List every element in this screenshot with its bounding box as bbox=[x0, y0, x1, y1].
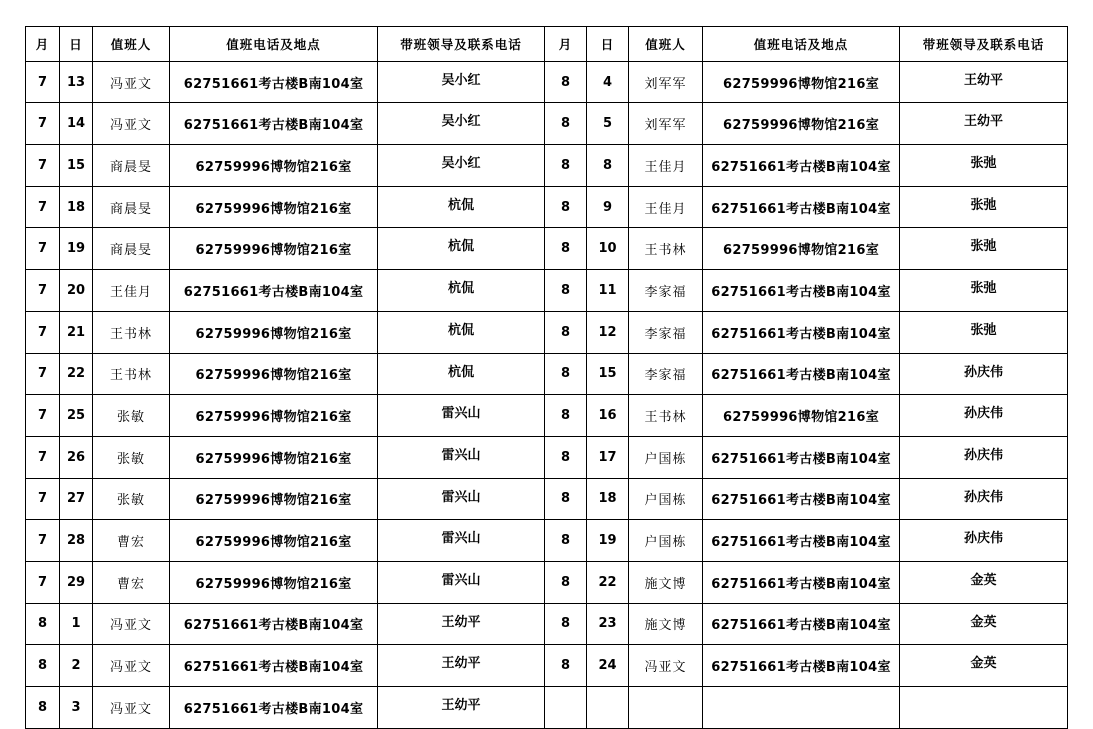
table-row bbox=[26, 228, 1068, 270]
left-phone-location-cell: 62759996博物馆216室 bbox=[170, 395, 378, 437]
right-duty-person-cell: 李家福 bbox=[629, 311, 703, 353]
left-day-cell: 27 bbox=[60, 478, 93, 520]
left-leader-cell: 王幼平 bbox=[378, 687, 545, 729]
left-month-cell: 7 bbox=[26, 311, 60, 353]
right-duty-person-cell: 王佳月 bbox=[629, 145, 703, 187]
right-phone-location-cell: 62751661考古楼B南104室 bbox=[703, 353, 900, 395]
left-phone-location-cell: 62759996博物馆216室 bbox=[170, 478, 378, 520]
left-month-cell: 8 bbox=[26, 645, 60, 687]
right-leader-cell: 王幼平 bbox=[900, 103, 1068, 145]
right-month-cell: 8 bbox=[545, 395, 587, 437]
header-month-right: 月 bbox=[545, 27, 587, 62]
left-leader-cell: 杭侃 bbox=[378, 270, 545, 312]
left-month-cell: 7 bbox=[26, 353, 60, 395]
left-leader-cell: 杭侃 bbox=[378, 228, 545, 270]
left-phone-location-cell: 62751661考古楼B南104室 bbox=[170, 270, 378, 312]
right-day-cell: 12 bbox=[587, 311, 629, 353]
left-duty-person-cell: 曹宏 bbox=[93, 561, 170, 603]
right-month-cell: 8 bbox=[545, 228, 587, 270]
right-leader-cell: 张弛 bbox=[900, 228, 1068, 270]
table-row bbox=[26, 61, 1068, 103]
table-row bbox=[26, 311, 1068, 353]
left-month-cell: 7 bbox=[26, 478, 60, 520]
left-duty-person-cell: 张敏 bbox=[93, 436, 170, 478]
right-duty-person-cell: 李家福 bbox=[629, 353, 703, 395]
right-leader-cell: 王幼平 bbox=[900, 61, 1068, 103]
left-month-cell: 7 bbox=[26, 395, 60, 437]
right-duty-person-cell: 户国栋 bbox=[629, 520, 703, 562]
left-month-cell: 8 bbox=[26, 687, 60, 729]
left-duty-person-cell: 商晨旻 bbox=[93, 145, 170, 187]
left-month-cell: 7 bbox=[26, 61, 60, 103]
left-phone-location-cell: 62759996博物馆216室 bbox=[170, 520, 378, 562]
left-leader-cell: 雷兴山 bbox=[378, 561, 545, 603]
right-day-cell: 4 bbox=[587, 61, 629, 103]
left-day-cell: 28 bbox=[60, 520, 93, 562]
left-duty-person-cell: 张敏 bbox=[93, 478, 170, 520]
table-row bbox=[26, 687, 1068, 729]
table-row bbox=[26, 478, 1068, 520]
right-leader-cell: 张弛 bbox=[900, 186, 1068, 228]
right-day-cell: 17 bbox=[587, 436, 629, 478]
right-phone-location-cell: 62759996博物馆216室 bbox=[703, 395, 900, 437]
left-month-cell: 7 bbox=[26, 103, 60, 145]
left-day-cell: 19 bbox=[60, 228, 93, 270]
right-leader-cell: 孙庆伟 bbox=[900, 353, 1068, 395]
left-month-cell: 7 bbox=[26, 186, 60, 228]
left-day-cell: 3 bbox=[60, 687, 93, 729]
right-day-cell: 15 bbox=[587, 353, 629, 395]
table-row bbox=[26, 436, 1068, 478]
right-month-cell: 8 bbox=[545, 478, 587, 520]
table-row bbox=[26, 145, 1068, 187]
left-duty-person-cell: 冯亚文 bbox=[93, 103, 170, 145]
right-duty-person-cell: 施文博 bbox=[629, 561, 703, 603]
right-duty-person-cell: 施文博 bbox=[629, 603, 703, 645]
right-day-cell: 24 bbox=[587, 645, 629, 687]
right-month-cell: 8 bbox=[545, 603, 587, 645]
left-day-cell: 14 bbox=[60, 103, 93, 145]
left-day-cell: 15 bbox=[60, 145, 93, 187]
left-day-cell: 21 bbox=[60, 311, 93, 353]
left-duty-person-cell: 王书林 bbox=[93, 311, 170, 353]
left-leader-cell: 吴小红 bbox=[378, 103, 545, 145]
right-phone-location-cell: 62751661考古楼B南104室 bbox=[703, 186, 900, 228]
right-duty-person-cell: 户国栋 bbox=[629, 436, 703, 478]
left-day-cell: 13 bbox=[60, 61, 93, 103]
left-leader-cell: 杭侃 bbox=[378, 353, 545, 395]
header-day: 日 bbox=[60, 27, 93, 62]
left-month-cell: 7 bbox=[26, 145, 60, 187]
right-duty-person-cell: 李家福 bbox=[629, 270, 703, 312]
left-duty-person-cell: 曹宏 bbox=[93, 520, 170, 562]
left-leader-cell: 雷兴山 bbox=[378, 478, 545, 520]
right-month-cell: 8 bbox=[545, 645, 587, 687]
header-day-right: 日 bbox=[587, 27, 629, 62]
header-duty-person: 值班人 bbox=[93, 27, 170, 62]
right-phone-location-cell: 62751661考古楼B南104室 bbox=[703, 478, 900, 520]
right-duty-person-cell: 户国栋 bbox=[629, 478, 703, 520]
table-row bbox=[26, 645, 1068, 687]
left-phone-location-cell: 62751661考古楼B南104室 bbox=[170, 645, 378, 687]
left-duty-person-cell: 冯亚文 bbox=[93, 61, 170, 103]
right-day-cell: 5 bbox=[587, 103, 629, 145]
right-month-cell: 8 bbox=[545, 353, 587, 395]
left-day-cell: 18 bbox=[60, 186, 93, 228]
left-duty-person-cell: 张敏 bbox=[93, 395, 170, 437]
right-month-cell: 8 bbox=[545, 103, 587, 145]
right-day-cell: 19 bbox=[587, 520, 629, 562]
right-duty-person-cell: 冯亚文 bbox=[629, 645, 703, 687]
left-day-cell: 2 bbox=[60, 645, 93, 687]
right-leader-cell: 孙庆伟 bbox=[900, 395, 1068, 437]
header-duty-person-right: 值班人 bbox=[629, 27, 703, 62]
right-month-cell: 8 bbox=[545, 311, 587, 353]
right-leader-cell: 金英 bbox=[900, 645, 1068, 687]
table-row bbox=[26, 186, 1068, 228]
right-leader-cell: 张弛 bbox=[900, 270, 1068, 312]
table-row bbox=[26, 603, 1068, 645]
right-phone-location-cell: 62751661考古楼B南104室 bbox=[703, 311, 900, 353]
header-leader-contact-right: 带班领导及联系电话 bbox=[900, 27, 1068, 62]
left-phone-location-cell: 62759996博物馆216室 bbox=[170, 311, 378, 353]
left-duty-person-cell: 冯亚文 bbox=[93, 603, 170, 645]
right-leader-cell: 张弛 bbox=[900, 145, 1068, 187]
left-phone-location-cell: 62759996博物馆216室 bbox=[170, 186, 378, 228]
table-row bbox=[26, 520, 1068, 562]
right-duty-person-cell: 刘军军 bbox=[629, 61, 703, 103]
left-phone-location-cell: 62759996博物馆216室 bbox=[170, 353, 378, 395]
left-leader-cell: 杭侃 bbox=[378, 311, 545, 353]
right-phone-location-cell bbox=[703, 687, 900, 729]
table-row bbox=[26, 270, 1068, 312]
header-leader-contact: 带班领导及联系电话 bbox=[378, 27, 545, 62]
right-day-cell: 23 bbox=[587, 603, 629, 645]
right-leader-cell: 孙庆伟 bbox=[900, 436, 1068, 478]
right-month-cell: 8 bbox=[545, 561, 587, 603]
right-phone-location-cell: 62751661考古楼B南104室 bbox=[703, 520, 900, 562]
left-duty-person-cell: 王佳月 bbox=[93, 270, 170, 312]
left-duty-person-cell: 商晨旻 bbox=[93, 186, 170, 228]
right-phone-location-cell: 62751661考古楼B南104室 bbox=[703, 145, 900, 187]
table-row bbox=[26, 395, 1068, 437]
table-row bbox=[26, 561, 1068, 603]
right-day-cell bbox=[587, 687, 629, 729]
left-phone-location-cell: 62759996博物馆216室 bbox=[170, 561, 378, 603]
right-day-cell: 11 bbox=[587, 270, 629, 312]
duty-schedule-table bbox=[25, 26, 1068, 729]
left-day-cell: 1 bbox=[60, 603, 93, 645]
right-month-cell: 8 bbox=[545, 61, 587, 103]
right-duty-person-cell bbox=[629, 687, 703, 729]
left-phone-location-cell: 62759996博物馆216室 bbox=[170, 145, 378, 187]
right-day-cell: 9 bbox=[587, 186, 629, 228]
left-phone-location-cell: 62751661考古楼B南104室 bbox=[170, 687, 378, 729]
left-day-cell: 26 bbox=[60, 436, 93, 478]
left-phone-location-cell: 62759996博物馆216室 bbox=[170, 436, 378, 478]
left-phone-location-cell: 62751661考古楼B南104室 bbox=[170, 103, 378, 145]
header-duty-phone-location: 值班电话及地点 bbox=[170, 27, 378, 62]
right-leader-cell: 金英 bbox=[900, 603, 1068, 645]
left-month-cell: 7 bbox=[26, 270, 60, 312]
right-day-cell: 16 bbox=[587, 395, 629, 437]
right-month-cell: 8 bbox=[545, 186, 587, 228]
left-duty-person-cell: 商晨旻 bbox=[93, 228, 170, 270]
table-row bbox=[26, 103, 1068, 145]
right-day-cell: 18 bbox=[587, 478, 629, 520]
right-duty-person-cell: 王书林 bbox=[629, 395, 703, 437]
right-duty-person-cell: 刘军军 bbox=[629, 103, 703, 145]
right-leader-cell: 金英 bbox=[900, 561, 1068, 603]
right-month-cell: 8 bbox=[545, 520, 587, 562]
left-leader-cell: 杭侃 bbox=[378, 186, 545, 228]
right-month-cell: 8 bbox=[545, 436, 587, 478]
left-leader-cell: 雷兴山 bbox=[378, 436, 545, 478]
left-leader-cell: 王幼平 bbox=[378, 603, 545, 645]
right-phone-location-cell: 62751661考古楼B南104室 bbox=[703, 603, 900, 645]
header-month: 月 bbox=[26, 27, 60, 62]
right-day-cell: 8 bbox=[587, 145, 629, 187]
right-day-cell: 22 bbox=[587, 561, 629, 603]
left-month-cell: 7 bbox=[26, 436, 60, 478]
right-duty-person-cell: 王佳月 bbox=[629, 186, 703, 228]
left-leader-cell: 雷兴山 bbox=[378, 520, 545, 562]
left-leader-cell: 吴小红 bbox=[378, 61, 545, 103]
right-leader-cell bbox=[900, 687, 1068, 729]
left-month-cell: 7 bbox=[26, 561, 60, 603]
left-phone-location-cell: 62751661考古楼B南104室 bbox=[170, 61, 378, 103]
right-phone-location-cell: 62759996博物馆216室 bbox=[703, 61, 900, 103]
left-phone-location-cell: 62759996博物馆216室 bbox=[170, 228, 378, 270]
left-phone-location-cell: 62751661考古楼B南104室 bbox=[170, 603, 378, 645]
left-duty-person-cell: 冯亚文 bbox=[93, 687, 170, 729]
header-row bbox=[26, 27, 1068, 62]
right-phone-location-cell: 62751661考古楼B南104室 bbox=[703, 436, 900, 478]
right-month-cell: 8 bbox=[545, 270, 587, 312]
right-phone-location-cell: 62759996博物馆216室 bbox=[703, 228, 900, 270]
table-row bbox=[26, 353, 1068, 395]
right-phone-location-cell: 62751661考古楼B南104室 bbox=[703, 561, 900, 603]
left-leader-cell: 王幼平 bbox=[378, 645, 545, 687]
right-month-cell bbox=[545, 687, 587, 729]
right-leader-cell: 张弛 bbox=[900, 311, 1068, 353]
left-duty-person-cell: 冯亚文 bbox=[93, 645, 170, 687]
header-duty-phone-location-right: 值班电话及地点 bbox=[703, 27, 900, 62]
left-month-cell: 7 bbox=[26, 520, 60, 562]
right-phone-location-cell: 62751661考古楼B南104室 bbox=[703, 270, 900, 312]
right-phone-location-cell: 62759996博物馆216室 bbox=[703, 103, 900, 145]
right-duty-person-cell: 王书林 bbox=[629, 228, 703, 270]
right-leader-cell: 孙庆伟 bbox=[900, 478, 1068, 520]
left-leader-cell: 雷兴山 bbox=[378, 395, 545, 437]
left-month-cell: 7 bbox=[26, 228, 60, 270]
left-duty-person-cell: 王书林 bbox=[93, 353, 170, 395]
left-month-cell: 8 bbox=[26, 603, 60, 645]
right-leader-cell: 孙庆伟 bbox=[900, 520, 1068, 562]
left-day-cell: 29 bbox=[60, 561, 93, 603]
left-day-cell: 22 bbox=[60, 353, 93, 395]
left-day-cell: 20 bbox=[60, 270, 93, 312]
table-body bbox=[26, 61, 1068, 728]
right-day-cell: 10 bbox=[587, 228, 629, 270]
left-day-cell: 25 bbox=[60, 395, 93, 437]
left-leader-cell: 吴小红 bbox=[378, 145, 545, 187]
right-phone-location-cell: 62751661考古楼B南104室 bbox=[703, 645, 900, 687]
right-month-cell: 8 bbox=[545, 145, 587, 187]
